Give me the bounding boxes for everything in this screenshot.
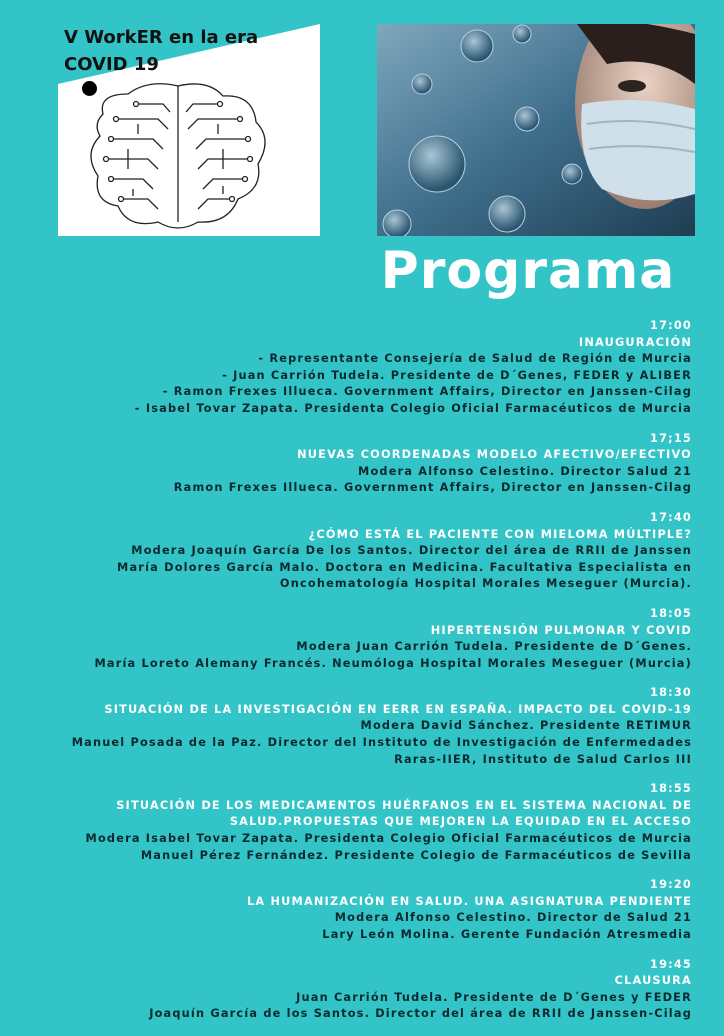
session-speaker: Modera Alfonso Celestino. Director de Salud 21	[334, 911, 692, 925]
session-title: CLAUSURA	[614, 974, 692, 988]
header-panel	[58, 24, 320, 236]
session	[20, 685, 692, 768]
session-time: 18:55	[650, 782, 692, 796]
session	[20, 510, 692, 593]
session	[20, 606, 692, 672]
covid-mask-photo	[377, 24, 695, 236]
session-speaker: Joaquín García de los Santos. Director del área de RRII de Janssen-Cilag	[149, 1007, 692, 1021]
session	[20, 318, 692, 418]
event-title: V WorkER en la era COVID 19	[64, 27, 259, 75]
session-title: SALUD.PROPUESTAS QUE MEJOREN LA EQUIDAD EN EL ACCESO	[229, 815, 692, 829]
session-speaker: Modera David Sánchez. Presidente RETIMUR	[360, 719, 692, 733]
session-speaker: Modera Isabel Tovar Zapata. Presidenta Colegio Oficial Farmacéuticos de Murcia	[85, 832, 692, 846]
session	[20, 781, 692, 864]
session-speaker: Modera Joaquín García De los Santos. Director del área de RRII de Janssen	[131, 544, 692, 558]
session-time: 19:45	[650, 957, 692, 971]
session-title: SITUACIÓN DE LA INVESTIGACIÓN EN EERR EN ESPAÑA. IMPACTO DEL COVID-19	[104, 702, 692, 716]
session-title: ¿CÓMO ESTÁ EL PACIENTE CON MIELOMA MÚLTIPLE?	[308, 527, 692, 541]
session-title: LA HUMANIZACIÓN EN SALUD. UNA ASIGNATURA PENDIENTE	[247, 894, 692, 908]
session-title: NUEVAS COORDENADAS MODELO AFECTIVO/EFECTIVO	[297, 448, 692, 462]
session	[20, 877, 692, 943]
session-time: 17:00	[650, 319, 692, 332]
session-speaker: - Juan Carrión Tudela. Presidente de D´Genes, FEDER y ALIBER	[222, 368, 692, 382]
session-title: HIPERTENSIÓN PULMONAR Y COVID	[430, 623, 692, 637]
session-time: 18:30	[650, 686, 692, 700]
session-speaker: Manuel Pérez Fernández. Presidente Colegio de Farmacéuticos de Sevilla	[140, 848, 692, 862]
session-speaker: - Isabel Tovar Zapata. Presidenta Colegio Oficial Farmacéuticos de Murcia	[134, 401, 692, 415]
session-speaker: - Representante Consejería de Salud de Región de Murcia	[258, 352, 692, 366]
session-speaker: - Ramon Frexes Illueca. Government Affairs, Director en Janssen-Cilag	[162, 385, 692, 399]
session-speaker: Juan Carrión Tudela. Presidente de D´Genes y FEDER	[296, 990, 692, 1004]
session-speaker: María Dolores García Malo. Doctora en Medicina. Facultativa Especialista en	[117, 560, 692, 574]
session-speaker: Lary León Molina. Gerente Fundación Atresmedia	[322, 928, 692, 941]
session-speaker: Oncohematología Hospital Morales Meseguer (Murcia).	[279, 577, 692, 591]
session	[20, 431, 692, 497]
session-speaker: Modera Alfonso Celestino. Director Salud 21	[358, 464, 692, 478]
session-speaker: María Loreto Alemany Francés. Neumóloga Hospital Morales Meseguer (Murcia)	[94, 656, 692, 670]
session	[20, 957, 692, 1023]
bullet-dot	[82, 81, 97, 96]
session-speaker: Manuel Posada de la Paz. Director del Instituto de Investigación de Enfermedades	[71, 736, 692, 750]
session-time: 18:05	[650, 606, 692, 620]
session-speaker: Ramon Frexes Illueca. Government Affairs, Director en Janssen-Cilag	[173, 481, 692, 495]
session-time: 17:40	[650, 510, 692, 524]
session-speaker: Raras-IIER, Instituto de Salud Carlos III	[394, 752, 692, 766]
program-heading: Programa	[380, 241, 676, 301]
session-time: 17;15	[650, 431, 692, 445]
session-title: SITUACIÓN DE LOS MEDICAMENTOS HUÉRFANOS EN EL SISTEMA NACIONAL DE	[116, 798, 692, 812]
session-speaker: Modera Juan Carrión Tudela. Presidente de D´Genes.	[296, 640, 692, 654]
session-time: 19:20	[650, 878, 692, 892]
agenda	[20, 318, 692, 1036]
session-title: INAUGURACIÓN	[578, 335, 692, 349]
